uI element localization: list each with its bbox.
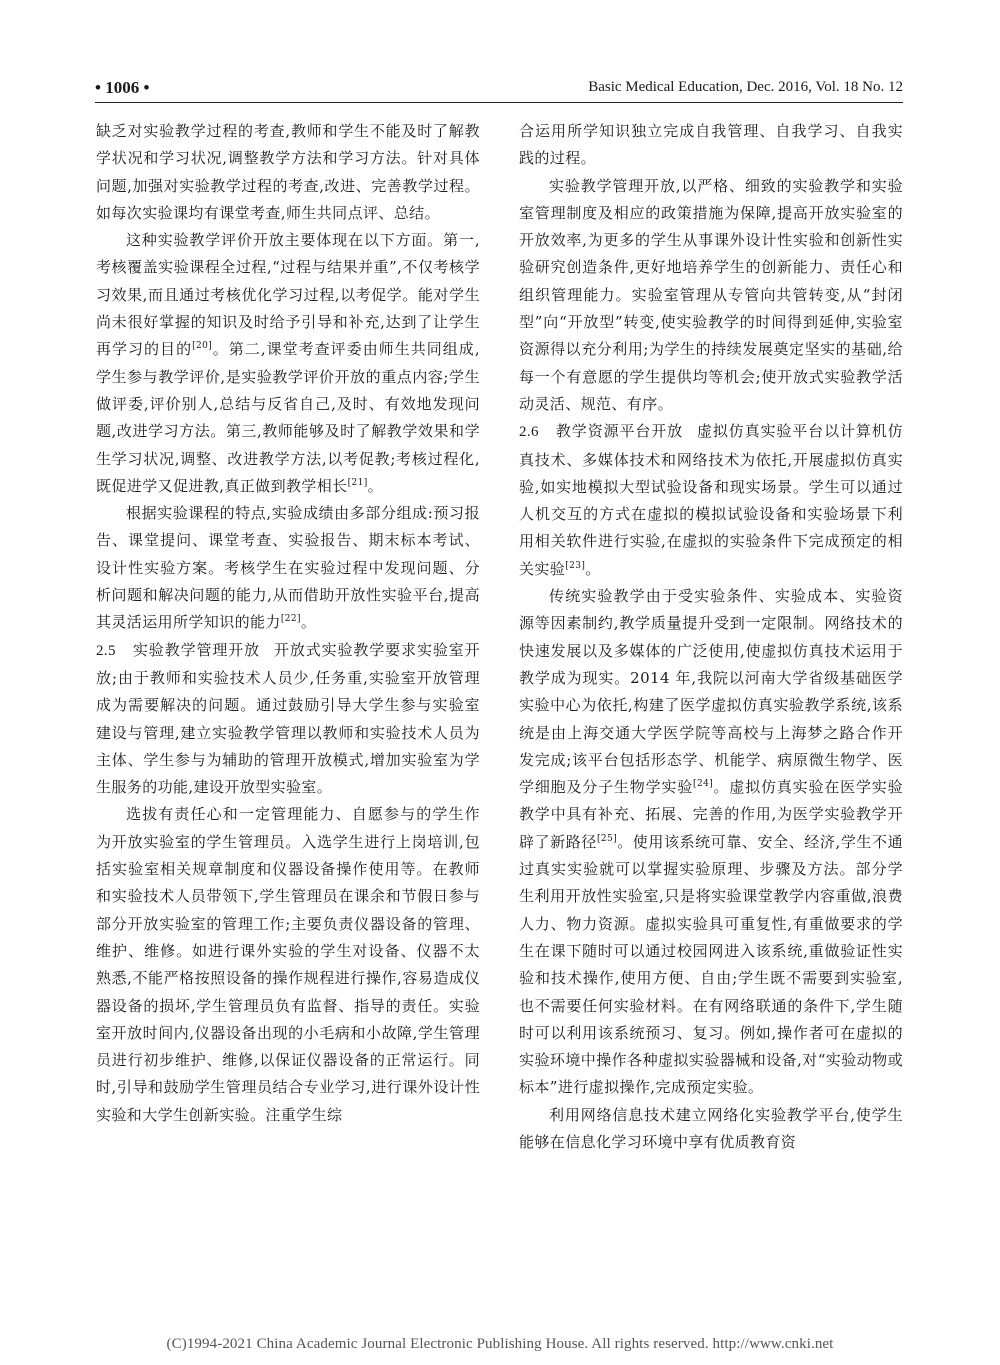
section-2-6: 2.6 教学资源平台开放 虚拟仿真实验平台以计算机仿真技术、多媒体技术和网络技术为依托,开展虚拟仿真实验,如实地模拟大型试验设备和现实场景。学生可以通过人机交互的方式在虚拟的模拟试验设备和实验场景下利用相关软件进行实验,在虚拟的实验条件下完成预定的相关实验[23]。 bbox=[519, 422, 904, 578]
paragraph: 传统实验教学由于受实验条件、实验成本、实验资源等因素制约,教学质量提升受到一定限制。网络技术的快速发展以及多媒体的广泛使用,使虚拟仿真技术运用于教学成为现实。2014 年,我院以河南大学省级基础医学实验中心为依托,构建了医学虚拟仿真实验教学系统,该系统是由上海交通大学医学院等高校与上海梦之路合作开发完成;该平台包括形态学、机能学、病原微生物学、医学细胞及分子生物学实验[24]。虚拟仿真实验在医学实验教学中具有补充、拓展、完善的作用,为医学实验教学开辟了新路径[25]。使用该系统可靠、安全、经济,学生不通过真实实验就可以掌握实验原理、步骤及方法。部分学生利用开放性实验室,只是将实验课堂教学内容重做,浪费人力、物力资源。虚拟实验具可重复性,有重做要求的学生在课下随时可以通过校园网进入该系统,重做验证性实验和技术操作,使用方便、自由;学生既不需要到实验室,也不需要任何实验材料。在有网络联通的条件下,学生随时可以利用该系统预习、复习。例如,操作者可在虚拟的实验环境中操作各种虚拟实验器械和设备,对“实验动物或标本”进行虚拟操作,完成预定实验。 bbox=[519, 587, 903, 1097]
section-2-5: 2.5 实验教学管理开放 开放式实验教学要求实验室开放;由于教师和实验技术人员少,任务重,实验室开放管理成为需要解决的问题。通过鼓励引导大学生参与实验室建设与管理,建立实验教学管理以教师和实验技术人员为主体、学生参与为辅助的管理开放模式,增加实验室为学生服务的功能,建设开放型实验室。 bbox=[96, 640, 481, 797]
section-title: 实验教学管理开放 bbox=[132, 640, 260, 659]
running-header bbox=[95, 78, 903, 103]
citation-ref[interactable]: [24] bbox=[693, 779, 714, 790]
citation-ref[interactable]: [21] bbox=[347, 477, 368, 488]
paragraph: 实验教学管理开放,以严格、细致的实验教学和实验室管理制度及相应的政策措施为保障,提高开放实验室的开放效率,为更多的学生从事课外设计性实验和创新性实验研究创造条件,更好地培养学生的创新能力、责任心和组织管理能力。实验室管理从专管向共管转变,从“封闭型”向“开放型”转变,使实验教学的时间得到延伸,实验室资源得以充分利用;为学生的持续发展奠定坚实的基础,给每一个有意愿的学生提供均等机会;使开放式实验教学活动灵活、规范、有序。 bbox=[519, 176, 903, 413]
citation-ref[interactable]: [25] bbox=[596, 833, 618, 844]
section-title: 教学资源平台开放 bbox=[555, 422, 683, 441]
paragraph: 缺乏对实验教学过程的考查,教师和学生不能及时了解教学状况和学习状况,调整教学方法和学习方法。针对具体问题,加强对实验教学过程的考查,改进、完善教学过程。如每次实验课均有课堂考查,师生共同点评、总结。 bbox=[96, 122, 480, 222]
citation-ref[interactable]: [23] bbox=[565, 560, 586, 571]
right-column bbox=[519, 118, 903, 1156]
page-number: • 1006 • bbox=[95, 78, 150, 97]
paragraph: 利用网络信息技术建立网络化实验教学平台,使学生能够在信息化学习环境中享有优质教育资 bbox=[519, 1105, 903, 1151]
paragraph: 选拔有责任心和一定管理能力、自愿参与的学生作为开放实验室的学生管理员。入选学生进行上岗培训,包括实验室相关规章制度和仪器设备操作使用等。在教师和实验技术人员带领下,学生管理员在课余和节假日参与部分开放实验室的管理工作;主要负责仪器设备的管理、维护、维修。如进行课外实验的学生对设备、仪器不太熟悉,不能严格按照设备的操作规程进行操作,容易造成仪器设备的损坏,学生管理员负有监督、指导的责任。实验室开放时间内,仪器设备出现的小毛病和小故障,学生管理员进行初步维护、维修,以保证仪器设备的正常运行。同时,引导和鼓励学生管理员结合专业学习,进行课外设计性实验和大学生创新实验。注重学生综 bbox=[96, 805, 480, 1124]
paragraph: 合运用所学知识独立完成自我管理、自我学习、自我实践的过程。 bbox=[519, 122, 903, 168]
journal-citation: Basic Medical Education, Dec. 2016, Vol. 18 No. 12 bbox=[588, 79, 903, 95]
paragraph: 这种实验教学评价开放主要体现在以下方面。第一,考核覆盖实验课程全过程,“过程与结果并重”,不仅考核学习效果,而且通过考核优化学习过程,以考促学。能对学生尚未很好掌握的知识及时给予引导和补充,达到了让学生再学习的目的[20]。第二,课堂考查评委由师生共同组成,学生参与教学评价,是实验教学评价开放的重点内容;学生做评委,评价别人,总结与反省自己,及时、有效地发现问题,改进学习方法。第三,教师能够及时了解教学效果和学生学习状况,调整、改进教学方法,以考促教;考核过程化,既促进学又促进教,真正做到教学相长[21]。 bbox=[96, 231, 480, 495]
section-number: 2.5 bbox=[96, 642, 116, 659]
copyright-footer: (C)1994-2021 China Academic Journal Electronic Publishing House. All rights reserved. http://www.cnki.net bbox=[166, 1336, 834, 1352]
left-column bbox=[96, 118, 480, 1129]
paragraph: 根据实验课程的特点,实验成绩由多部分组成:预习报告、课堂提问、课堂考查、实验报告、期末标本考试、设计性实验方案。考核学生在实验过程中发现问题、分析问题和解决问题的能力,从而借助开放性实验平台,提高其灵活运用所学知识的能力[22]。 bbox=[96, 504, 480, 632]
section-number: 2.6 bbox=[519, 424, 539, 441]
citation-ref[interactable]: [20] bbox=[192, 341, 213, 352]
citation-ref[interactable]: [22] bbox=[280, 614, 301, 625]
